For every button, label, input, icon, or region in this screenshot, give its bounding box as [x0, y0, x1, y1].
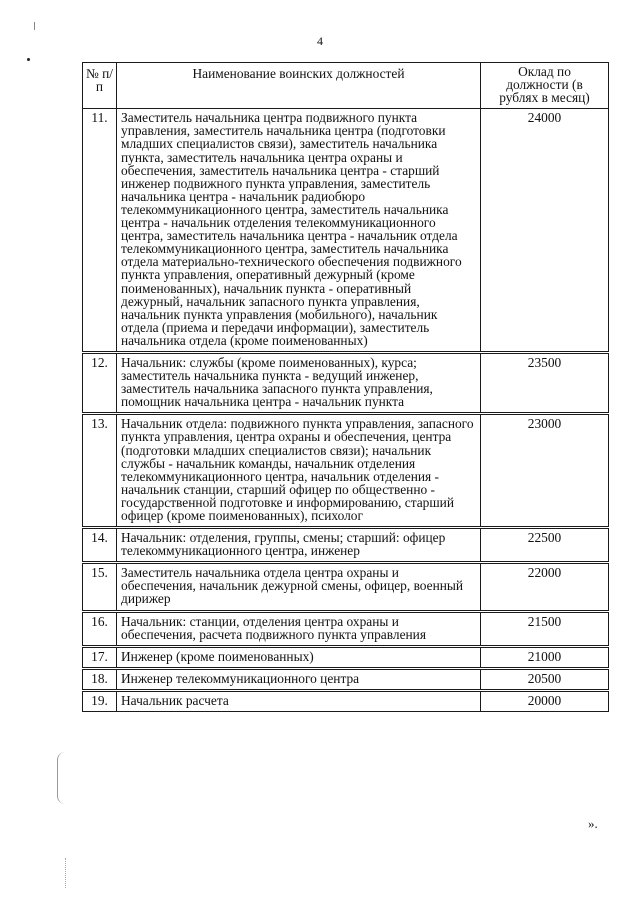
row-position-name: Начальник расчета [117, 690, 481, 711]
row-number: 11. [83, 109, 117, 353]
row-salary: 22500 [481, 528, 609, 563]
row-number: 14. [83, 528, 117, 563]
row-number: 19. [83, 690, 117, 711]
margin-dot [27, 58, 30, 61]
row-number: 16. [83, 611, 117, 646]
row-salary: 22000 [481, 563, 609, 611]
table-row [83, 611, 609, 646]
row-position-name: Начальник: отделения, группы, смены; старший: офицер телекоммуникационного центра, инженер [117, 528, 481, 563]
row-number: 13. [83, 414, 117, 528]
row-position-name: Инженер телекоммуникационного центра [117, 668, 481, 690]
header-salary: Оклад по должности (в рублях в месяц) [481, 63, 609, 109]
table-row [83, 352, 609, 413]
table-row [83, 690, 609, 711]
row-number: 17. [83, 646, 117, 668]
table-row [83, 646, 609, 668]
row-salary: 23000 [481, 414, 609, 528]
row-number: 12. [83, 352, 117, 413]
margin-tick [34, 22, 35, 30]
row-position-name: Инженер (кроме поименованных) [117, 646, 481, 668]
row-position-name: Начальник: службы (кроме поименованных), курса; заместитель начальника пункта - ведущий инженер, заместитель начальника запасного пункта управления, помощник начальника центра - начальник пункта [117, 352, 481, 413]
table-row [83, 109, 609, 353]
row-salary: 24000 [481, 109, 609, 353]
page-number: 4 [317, 34, 323, 48]
row-number: 18. [83, 668, 117, 690]
table-row [83, 668, 609, 690]
table-row [83, 563, 609, 611]
margin-dotted-mark [65, 858, 67, 888]
closing-quote-mark: ». [588, 816, 598, 831]
row-position-name: Начальник: станции, отделения центра охраны и обеспечения, расчета подвижного пункта управления [117, 611, 481, 646]
table-header-row [83, 63, 609, 109]
row-position-name: Начальник отдела: подвижного пункта управления, запасного пункта управления, центра охраны и обеспечения, центра (подготовки младших специалистов связи); начальник службы - начальник команды, начальник отделения телекоммуникационного центра, начальник отделения - начальник станции, старший офицер по общественно - государственной подготовке и информированию, старший офицер (кроме поименованных), психолог [117, 414, 481, 528]
header-number: № п/п [83, 63, 117, 109]
table-row [83, 414, 609, 528]
positions-salary-table [82, 62, 609, 712]
row-salary: 21000 [481, 646, 609, 668]
table-row [83, 528, 609, 563]
row-number: 15. [83, 563, 117, 611]
row-position-name: Заместитель начальника отдела центра охраны и обеспечения, начальник дежурной смены, офицер, военный дирижер [117, 563, 481, 611]
row-salary: 21500 [481, 611, 609, 646]
row-salary: 23500 [481, 352, 609, 413]
row-position-name: Заместитель начальника центра подвижного пункта управления, заместитель начальника центра (подготовки младших специалистов связи), заместитель начальника пункта, заместитель начальника центра охраны и обеспечения, заместитель начальника центра - старший инженер подвижного пункта управления, заместитель начальника центра - начальник радиобюро телекоммуникационного центра, заместитель начальника центра - начальник отделения телекоммуникационного центра, заместитель начальника центра - начальник отдела телекоммуникационного центра, заместитель начальника отдела материально-технического обеспечения подвижного пункта управления, оперативный дежурный (кроме поименованных), начальник пункта - оперативный дежурный, начальник запасного пункта управления, начальник пункта управления (мобильного), начальник отдела (приема и передачи информации), заместитель начальника отдела (кроме поименованных) [117, 109, 481, 353]
header-position-name: Наименование воинских должностей [117, 63, 481, 109]
row-salary: 20500 [481, 668, 609, 690]
margin-bracket-mark [57, 752, 66, 804]
row-salary: 20000 [481, 690, 609, 711]
